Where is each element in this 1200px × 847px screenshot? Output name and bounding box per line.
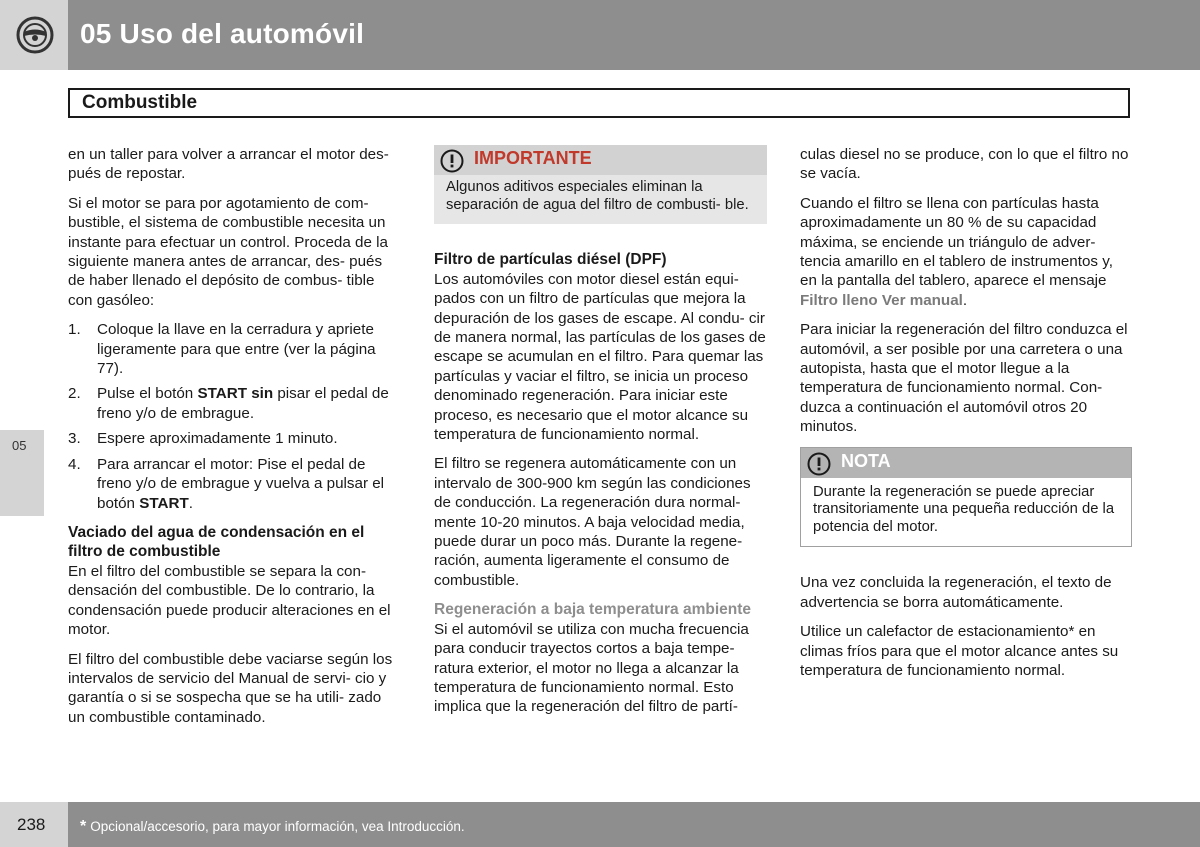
column-3 xyxy=(800,145,1132,691)
asterisk: * xyxy=(80,818,87,835)
step-text: Pulse el botón xyxy=(97,385,198,403)
list-item xyxy=(68,455,401,513)
text: . xyxy=(962,291,968,309)
steering-wheel-icon xyxy=(16,16,54,54)
paragraph: Para iniciar la regeneración del filtro conduzca el automóvil, a ser posible por una carretera o una autopista, hasta que el motor llegue a la temperatura de funcionamiento normal. Con- duzca a continuación el automóvil otros 20 minutos. xyxy=(800,321,1128,436)
important-text: Algunos aditivos especiales eliminan la separación de agua del filtro de combusti- ble. xyxy=(446,179,749,213)
paragraph xyxy=(800,194,1132,310)
step-text: Espere aproximadamente 1 minuto. xyxy=(97,430,338,448)
chapter-tab-label: 05 xyxy=(12,438,27,453)
footer-note xyxy=(80,818,465,836)
paragraph: culas diesel no se produce, con lo que el filtro no se vacía. xyxy=(800,146,1129,183)
header-left-block xyxy=(0,0,68,70)
step-number: 3. xyxy=(68,430,81,448)
heading-dpf: Filtro de partículas diésel (DPF) xyxy=(434,251,667,269)
paragraph: Los automóviles con motor diesel están equi- pados con un filtro de partículas que mejora la depuración de los gases de escape. Al condu- cir de manera normal, las partículas de los gases de escape se acumulan en el filtro. Para quemar las partículas y vaciar el filtro, se inicia un proceso denominado regeneración. Para iniciar este proceso, es necesario que el motor alcance su temperatura de funcionamiento normal. xyxy=(434,270,766,443)
note-label: NOTA xyxy=(841,450,891,471)
step-number: 4. xyxy=(68,455,81,473)
step-number: 2. xyxy=(68,385,81,403)
note-text: Durante la regeneración se puede apreciar transitoriamente una pequeña reducción de la potencia del motor. xyxy=(813,483,1115,535)
paragraph: Utilice un calefactor de estacionamiento* en climas fríos para que el motor alcance antes su temperatura de funcionamiento normal. xyxy=(800,623,1119,680)
heading-regeneracion: Regeneración a baja temperatura ambiente xyxy=(434,601,752,619)
important-label: IMPORTANTE xyxy=(474,148,592,168)
page-number: 238 xyxy=(17,815,46,834)
text: Cuando el filtro se llena con partículas hasta aproximadamente un 80 % de su capacidad máxima, se enciende un triángulo de adver- tencia amarillo en el tablero de instrumentos y, en la pantalla del tablero, aparece el mensaje xyxy=(800,194,1113,290)
paragraph: en un taller para volver a arrancar el motor des- pués de repostar. xyxy=(68,146,389,183)
column-2 xyxy=(434,145,767,727)
footer-note-text: Opcional/accesorio, para mayor información, vea Introducción. xyxy=(90,819,465,834)
note-box xyxy=(800,447,1132,548)
step-number: 1. xyxy=(68,321,81,339)
chapter-title: 05 Uso del automóvil xyxy=(80,18,365,49)
step-bold: START xyxy=(139,494,189,512)
step-text: Coloque la llave en la cerradura y apriete ligeramente para que entre (ver la página 77). xyxy=(97,321,376,378)
paragraph: En el filtro del combustible se separa la con- densación del combustible. De lo contrario, la condensación puede producir alteraciones en el motor. xyxy=(68,562,391,639)
paragraph: El filtro del combustible debe vaciarse según los intervalos de servicio del Manual de servi- cio y garantía o si se sospecha que se ha utili- zado un combustible contaminado. xyxy=(68,650,393,726)
column-1 xyxy=(68,145,401,737)
paragraph: Si el motor se para por agotamiento de com- bustible, el sistema de combustible necesita un instante para efectuar un control. Proceda de la siguiente manera antes de arrancar, des- pués de haber llenado el depósito de combus- tible con gasóleo: xyxy=(68,194,388,309)
important-box-header xyxy=(434,145,767,175)
paragraph: Una vez concluida la regeneración, el texto de advertencia se borra automáticamente. xyxy=(800,574,1112,611)
step-text: . xyxy=(188,494,193,512)
list-item xyxy=(68,320,401,378)
steps-list xyxy=(68,320,401,513)
warning-exclamation-icon xyxy=(440,149,464,173)
list-item xyxy=(68,384,401,423)
chapter-side-tab xyxy=(0,430,44,516)
paragraph: El filtro se regenera automáticamente con un intervalo de 300-900 km según las condiciones de conducción. La regeneración dura normal- mente 10-20 minutos. A baja velocidad media, puede durar un poco más. Durante la regene- ración, aumenta ligeramente el consumo de combustible. xyxy=(434,455,751,589)
step-text: Para arrancar el motor: Pise el pedal de freno y/o de embrague y vuelva a pulsar el botón xyxy=(97,455,385,512)
info-icon xyxy=(807,452,831,476)
note-box-header xyxy=(801,448,1131,478)
heading-vaciado: Vaciado del agua de condensación en el filtro de combustible xyxy=(68,523,365,561)
display-message: Filtro lleno Ver manual xyxy=(800,291,963,309)
important-box xyxy=(434,145,767,224)
paragraph: Si el automóvil se utiliza con mucha frecuencia para conducir trayectos cortos a baja tempe- ratura exterior, el motor no llega a alcanzar la temperatura de funcionamiento normal. Esto implica que la regeneración del filtro de partí- xyxy=(434,620,749,716)
step-bold: START sin xyxy=(197,385,274,403)
step-text: pisar el pedal de freno y/o de embrague. xyxy=(97,385,389,422)
list-item xyxy=(68,429,401,448)
section-title: Combustible xyxy=(82,92,198,113)
section-header xyxy=(68,88,1130,118)
